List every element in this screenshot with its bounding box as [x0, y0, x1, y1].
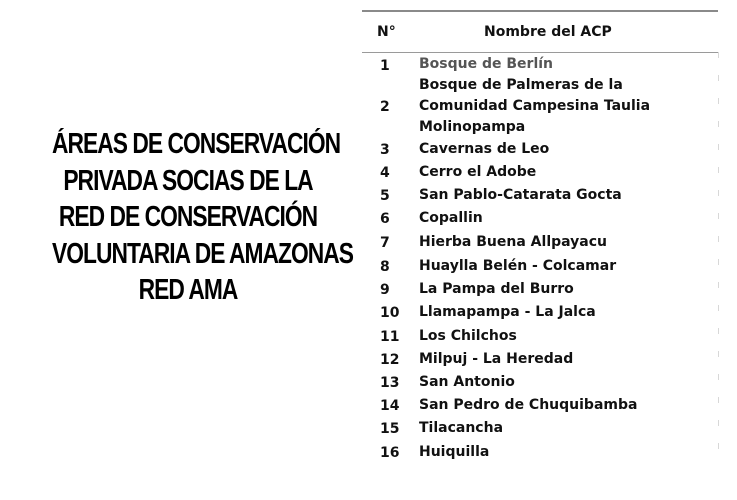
table-right-edge	[718, 52, 719, 464]
row-name: La Pampa del Burro	[419, 281, 574, 297]
column-header-name: Nombre del ACP	[484, 24, 612, 40]
page-title	[52, 126, 354, 309]
row-name: San Pedro de Chuquibamba	[419, 397, 638, 413]
table-header-row	[362, 12, 718, 53]
row-name: Milpuj - La Heredad	[419, 351, 574, 367]
row-number: 11	[380, 329, 400, 345]
row-name: Llamapampa - La Jalca	[419, 304, 596, 320]
row-name: San Pablo-Catarata Gocta	[419, 187, 622, 203]
row-number: 6	[380, 211, 390, 227]
row-name: Huiquilla	[419, 444, 490, 460]
row-number: 10	[380, 305, 400, 321]
row-name: Copallin	[419, 210, 483, 226]
row-name: San Antonio	[419, 374, 515, 390]
row-number: 15	[380, 421, 400, 437]
row-name: Bosque de Berlín	[419, 56, 554, 72]
row-number: 16	[380, 445, 400, 461]
row-number: 9	[380, 282, 390, 298]
row-name: Hierba Buena Allpayacu	[419, 234, 607, 250]
row-number: 13	[380, 375, 400, 391]
row-name: Huaylla Belén - Colcamar	[419, 258, 617, 274]
row-number: 8	[380, 259, 390, 275]
row-name: Bosque de Palmeras de la Comunidad Campesina Taulia Molinopampa	[419, 77, 651, 135]
title-line: ÁREAS DE CONSERVACIÓN	[52, 128, 341, 160]
title-line: VOLUNTARIA DE AMAZONAS	[52, 237, 354, 270]
row-number: 7	[380, 235, 390, 251]
title-line: RED DE CONSERVACIÓN	[58, 201, 318, 233]
row-number: 1	[380, 58, 390, 74]
acp-table	[362, 10, 718, 473]
row-name: Tilacancha	[419, 420, 504, 436]
row-number: 3	[380, 142, 390, 158]
table-body	[362, 53, 718, 473]
column-header-number: N°	[377, 24, 396, 40]
row-number: 5	[380, 188, 390, 204]
row-number: 2	[380, 99, 390, 115]
row-name: Los Chilchos	[419, 328, 517, 344]
row-number: 14	[380, 398, 400, 414]
row-name: Cavernas de Leo	[419, 141, 550, 157]
title-line: PRIVADA SOCIAS DE LA	[63, 164, 313, 197]
row-name: Cerro el Adobe	[419, 164, 537, 180]
title-line: RED AMA	[138, 274, 238, 306]
row-number: 12	[380, 352, 400, 368]
row-number: 4	[380, 165, 390, 181]
